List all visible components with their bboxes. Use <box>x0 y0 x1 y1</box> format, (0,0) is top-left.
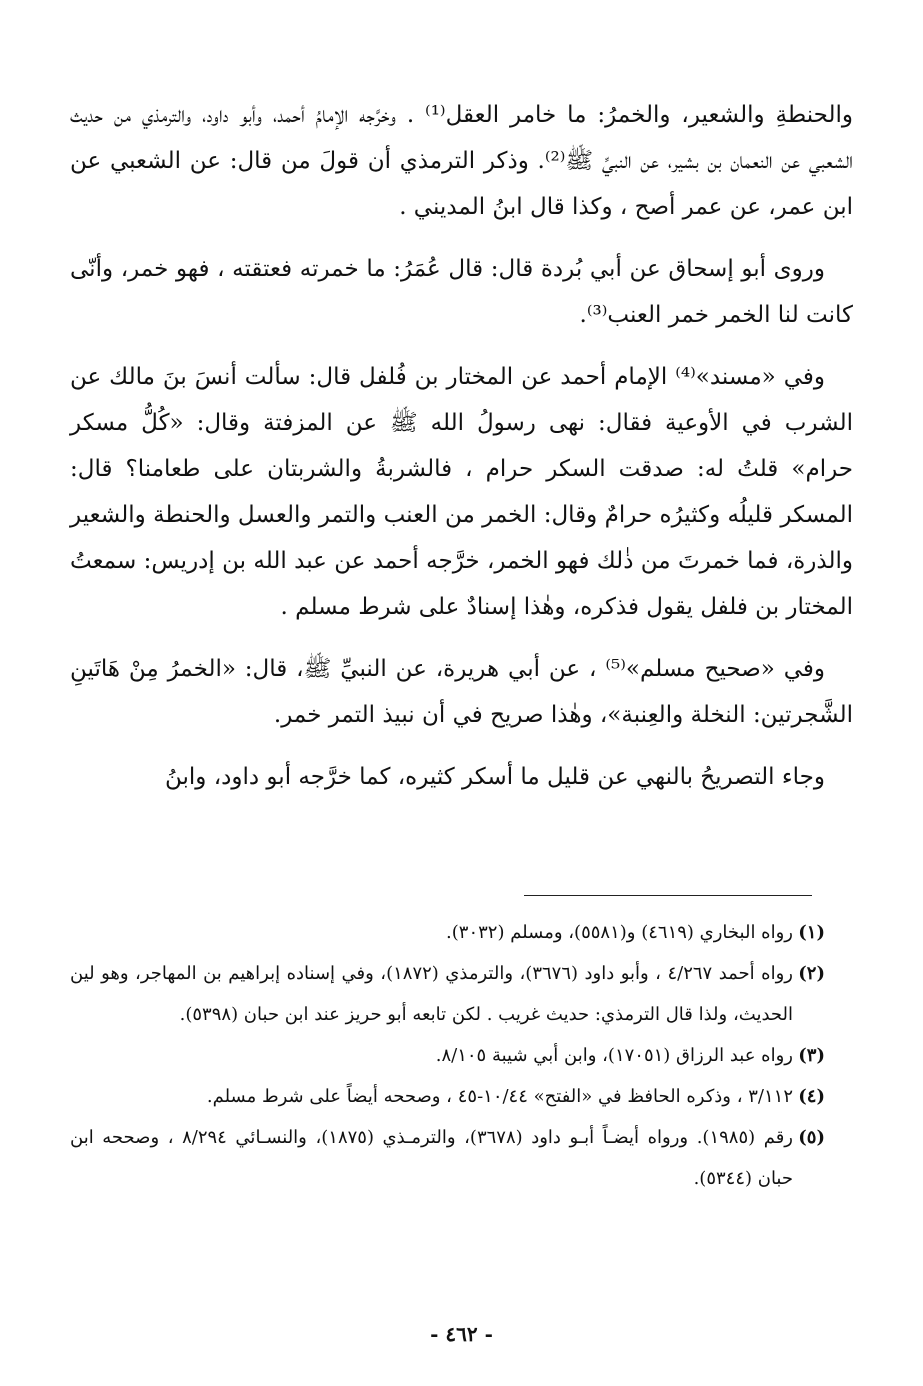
footnote-text: رقم (١٩٨٥). ورواه أيضـاً أبـو داود (٣٦٧٨)، والترمـذي (١٨٧٥)، والنسـائي ٨/٢٩٤ ، وصححه ابن حبان (٥٣٤٤). <box>70 1127 793 1189</box>
footnote-number: (٢) <box>798 963 825 984</box>
paragraph-3: وفي «مسند»⁽⁴⁾ الإمام أحمد عن المختار بن فُلفل قال: سألت أنسَ بنَ مالك عن الشرب في الأوعية فقال: نهى رسولُ الله ﷺ عن المزفتة وقال: «كُلُّ مسكر حرام» قلتُ له: صدقت السكر حرام ، فالشربةُ والشربتان على طعامنا؟ قال: المسكر قليلُه وكثيرُه حرامٌ وقال: الخمر من العنب والتمر والعسل والحنطة والشعير والذرة، فما خمرتَ من ذٰلك فهو الخمر، خرَّجه أحمد عن عبد الله بن إدريس: سمعتُ المختار بن فلفل يقول فذكره، وهٰذا إسنادٌ على شرط مسلم . <box>70 364 853 620</box>
paragraph-4: وفي «صحيح مسلم»⁽⁵⁾ ، عن أبي هريرة، عن النبيِّ ﷺ، قال: «الخمرُ مِنْ هَاتَينِ الشَّجرتين: النخلة والعِنبة»، وهٰذا صريح في أن نبيذ التمر خمر. <box>70 656 853 728</box>
footnote-4 <box>70 1076 825 1117</box>
paragraph-1: والحنطةِ والشعير، والخمرُ: ما خامر العقل⁽¹⁾ . وخرَّجه الإمامُ أحمد، وأبو داود، والترمذي من حديث الشعبي عن النعمان بن بشير، عن النبيِّ ﷺ⁽²⁾. وذكر الترمذي أن قولَ من قال: عن الشعبي عن ابن عمر، عن عمر أصح ، وكذا قال ابنُ المديني . <box>70 102 853 220</box>
footnotes <box>70 912 825 1199</box>
footnote-number: (٥) <box>798 1127 825 1148</box>
page-number: - ٤٦٢ - <box>430 1322 493 1346</box>
footnote-3 <box>70 1035 825 1076</box>
footnote-1 <box>70 912 825 953</box>
footnote-text: ٣/١١٢ ، وذكره الحافظ في «الفتح» ١٠/٤٤-٤٥ ، وصححه أيضاً على شرط مسلم. <box>206 1086 793 1107</box>
footnote-number: (٣) <box>798 1045 825 1066</box>
footnote-divider <box>524 895 812 896</box>
footnote-text: رواه عبد الرزاق (١٧٠٥١)، وابن أبي شيبة ٨/١٠٥. <box>435 1045 793 1066</box>
footnote-number: (١) <box>798 922 825 943</box>
footnote-text: رواه أحمد ٤/٢٦٧ ، وأبو داود (٣٦٧٦)، والترمذي (١٨٧٢)، وفي إسناده إبراهيم بن المهاجر، وهو لين الحديث، ولذا قال الترمذي: حديث غريب . لكن تابعه أبو حريز عند ابن حبان (٥٣٩٨). <box>70 963 793 1025</box>
paragraph-5: وجاء التصريحُ بالنهي عن قليل ما أسكر كثيره، كما خرَّجه أبو داود، وابنُ <box>164 764 825 790</box>
main-text <box>70 92 853 816</box>
footnote-number: (٤) <box>798 1086 825 1107</box>
footnote-5 <box>70 1117 825 1199</box>
footnote-text: رواه البخاري (٤٦١٩) و(٥٥٨١)، ومسلم (٣٠٣٢). <box>446 922 793 943</box>
paragraph-2: وروى أبو إسحاق عن أبي بُردة قال: قال عُمَرُ: ما خمرته فعتقته ، فهو خمر، وأنّى كانت لنا الخمر خمر العنب⁽³⁾. <box>70 256 853 328</box>
footnote-2 <box>70 953 825 1035</box>
